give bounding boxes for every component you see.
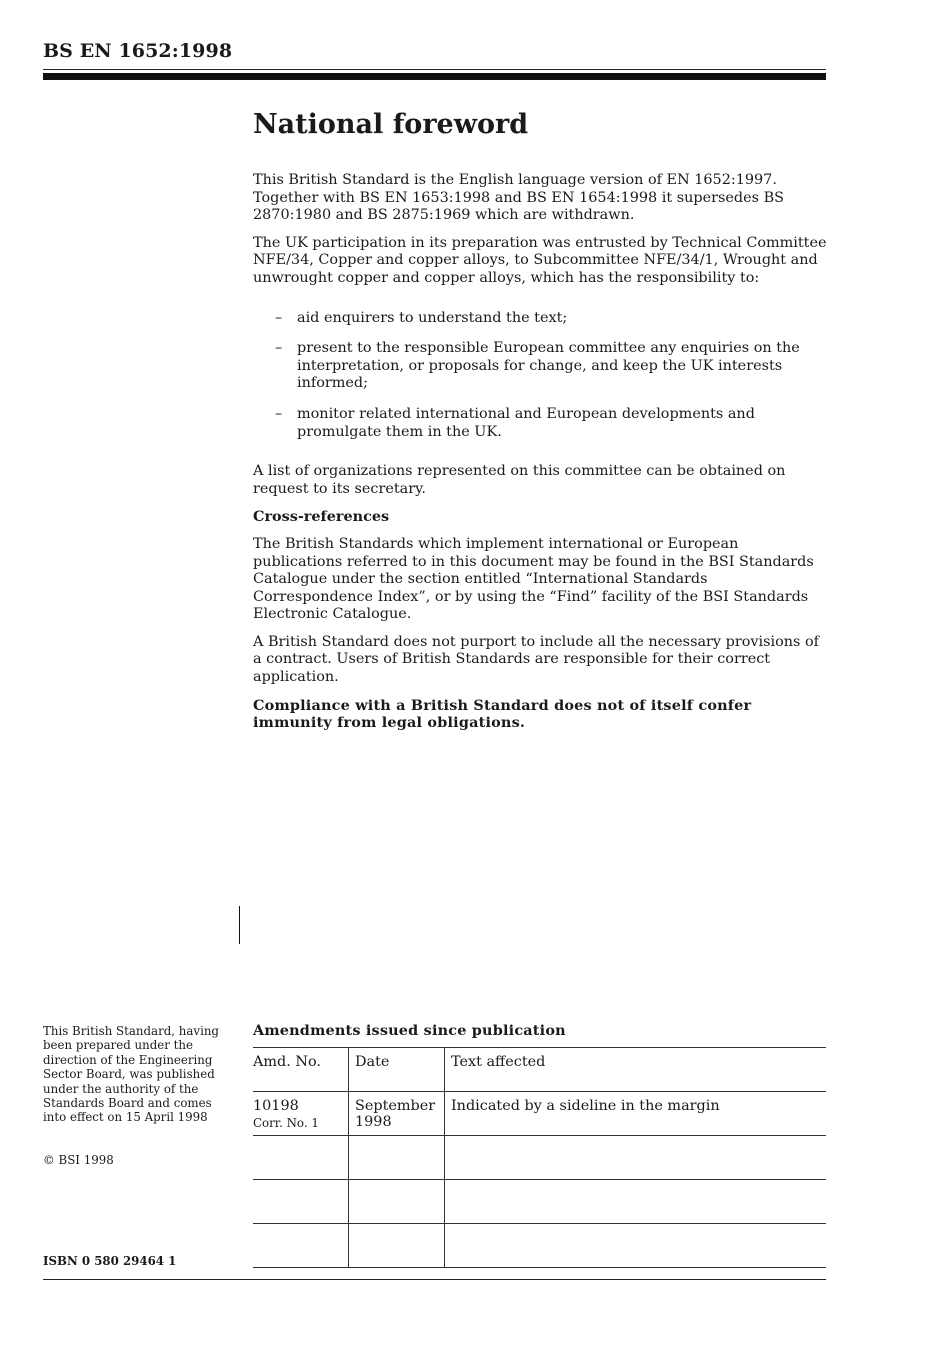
empty-cell <box>445 1180 827 1224</box>
dash-bullet: – <box>275 340 283 357</box>
compliance-statement: Compliance with a British Standard does not of itself confer immunity from legal obligations. <box>253 696 752 732</box>
column-header-date: Date <box>349 1048 445 1092</box>
list-item-text: aid enquirers to understand the text; <box>297 309 568 326</box>
empty-cell <box>253 1136 349 1180</box>
amendments-table <box>253 1047 826 1268</box>
page-title: National foreword <box>253 109 529 140</box>
foreword-body <box>253 108 827 742</box>
column-header-text-affected: Text affected <box>445 1048 827 1092</box>
responsibility-list <box>253 310 827 442</box>
empty-cell <box>349 1136 445 1180</box>
intro-paragraph: This British Standard is the English language version of EN 1652:1997. Together with BS EN 1653:1998 and BS EN 1654:1998 it supersedes BS 2870:1980 and BS 2875:1969 which are withdrawn. <box>253 172 785 224</box>
date-cell: September 1998 <box>349 1092 445 1136</box>
amendments-title: Amendments issued since publication <box>253 1022 566 1039</box>
amd-no: 10198 <box>253 1098 299 1114</box>
cross-references-heading: Cross-references <box>253 508 390 526</box>
list-item <box>253 310 827 328</box>
empty-cell <box>445 1224 827 1268</box>
dash-bullet: – <box>275 405 283 422</box>
header-rule-thick <box>43 73 826 80</box>
empty-cell <box>253 1180 349 1224</box>
text-affected-cell: Indicated by a sideline in the margin <box>445 1092 827 1136</box>
document-id: BS EN 1652:1998 <box>43 40 233 62</box>
copyright: © BSI 1998 <box>43 1153 114 1167</box>
table-row-empty <box>253 1224 826 1268</box>
prepared-text: This British Standard, having been prepared under the direction of the Engineering Sector Board, was published under the authority of the Standards Board and comes into effect on 15 April 1998 <box>43 1024 219 1125</box>
dash-bullet: – <box>275 309 283 326</box>
amd-no-cell <box>253 1092 349 1136</box>
header-rule-thin <box>43 69 826 70</box>
table-row-empty <box>253 1180 826 1224</box>
cross-references-paragraph: The British Standards which implement international or European publications referred to in this document may be found in the BSI Standards Catalogue under the section entitled “International Standards Correspondence Index”, or by using the “Find” facility of the BSI Standards Electronic Catalogue. <box>253 535 814 623</box>
empty-cell <box>253 1224 349 1268</box>
organizations-paragraph: A list of organizations represented on this committee can be obtained on request to its secretary. <box>253 463 786 497</box>
contract-paragraph: A British Standard does not purport to include all the necessary provisions of a contract. Users of British Standards are responsible for their correct application. <box>253 633 819 686</box>
list-item <box>253 340 827 393</box>
publication-note <box>43 1024 238 1125</box>
footer-rule <box>43 1279 826 1280</box>
empty-cell <box>349 1180 445 1224</box>
empty-cell <box>445 1136 827 1180</box>
table-header-row <box>253 1048 826 1092</box>
corr-no: Corr. No. 1 <box>253 1116 319 1130</box>
list-item-text: present to the responsible European committee any enquiries on the interpretation, or proposals for change, and keep the UK interests informed; <box>297 340 800 392</box>
column-header-amd-no: Amd. No. <box>253 1048 349 1092</box>
empty-cell <box>349 1224 445 1268</box>
table-row-empty <box>253 1136 826 1180</box>
list-item <box>253 406 827 441</box>
isbn: ISBN 0 580 29464 1 <box>43 1254 177 1268</box>
margin-sideline <box>239 906 240 944</box>
table-row <box>253 1092 826 1136</box>
list-item-text: monitor related international and European developments and promulgate them in the UK. <box>297 405 755 440</box>
participation-paragraph: The UK participation in its preparation was entrusted by Technical Committee NFE/34, Copper and copper alloys, to Subcommittee NFE/34/1, Wrought and unwrought copper and copper alloys, which has the responsibility to: <box>253 234 827 286</box>
